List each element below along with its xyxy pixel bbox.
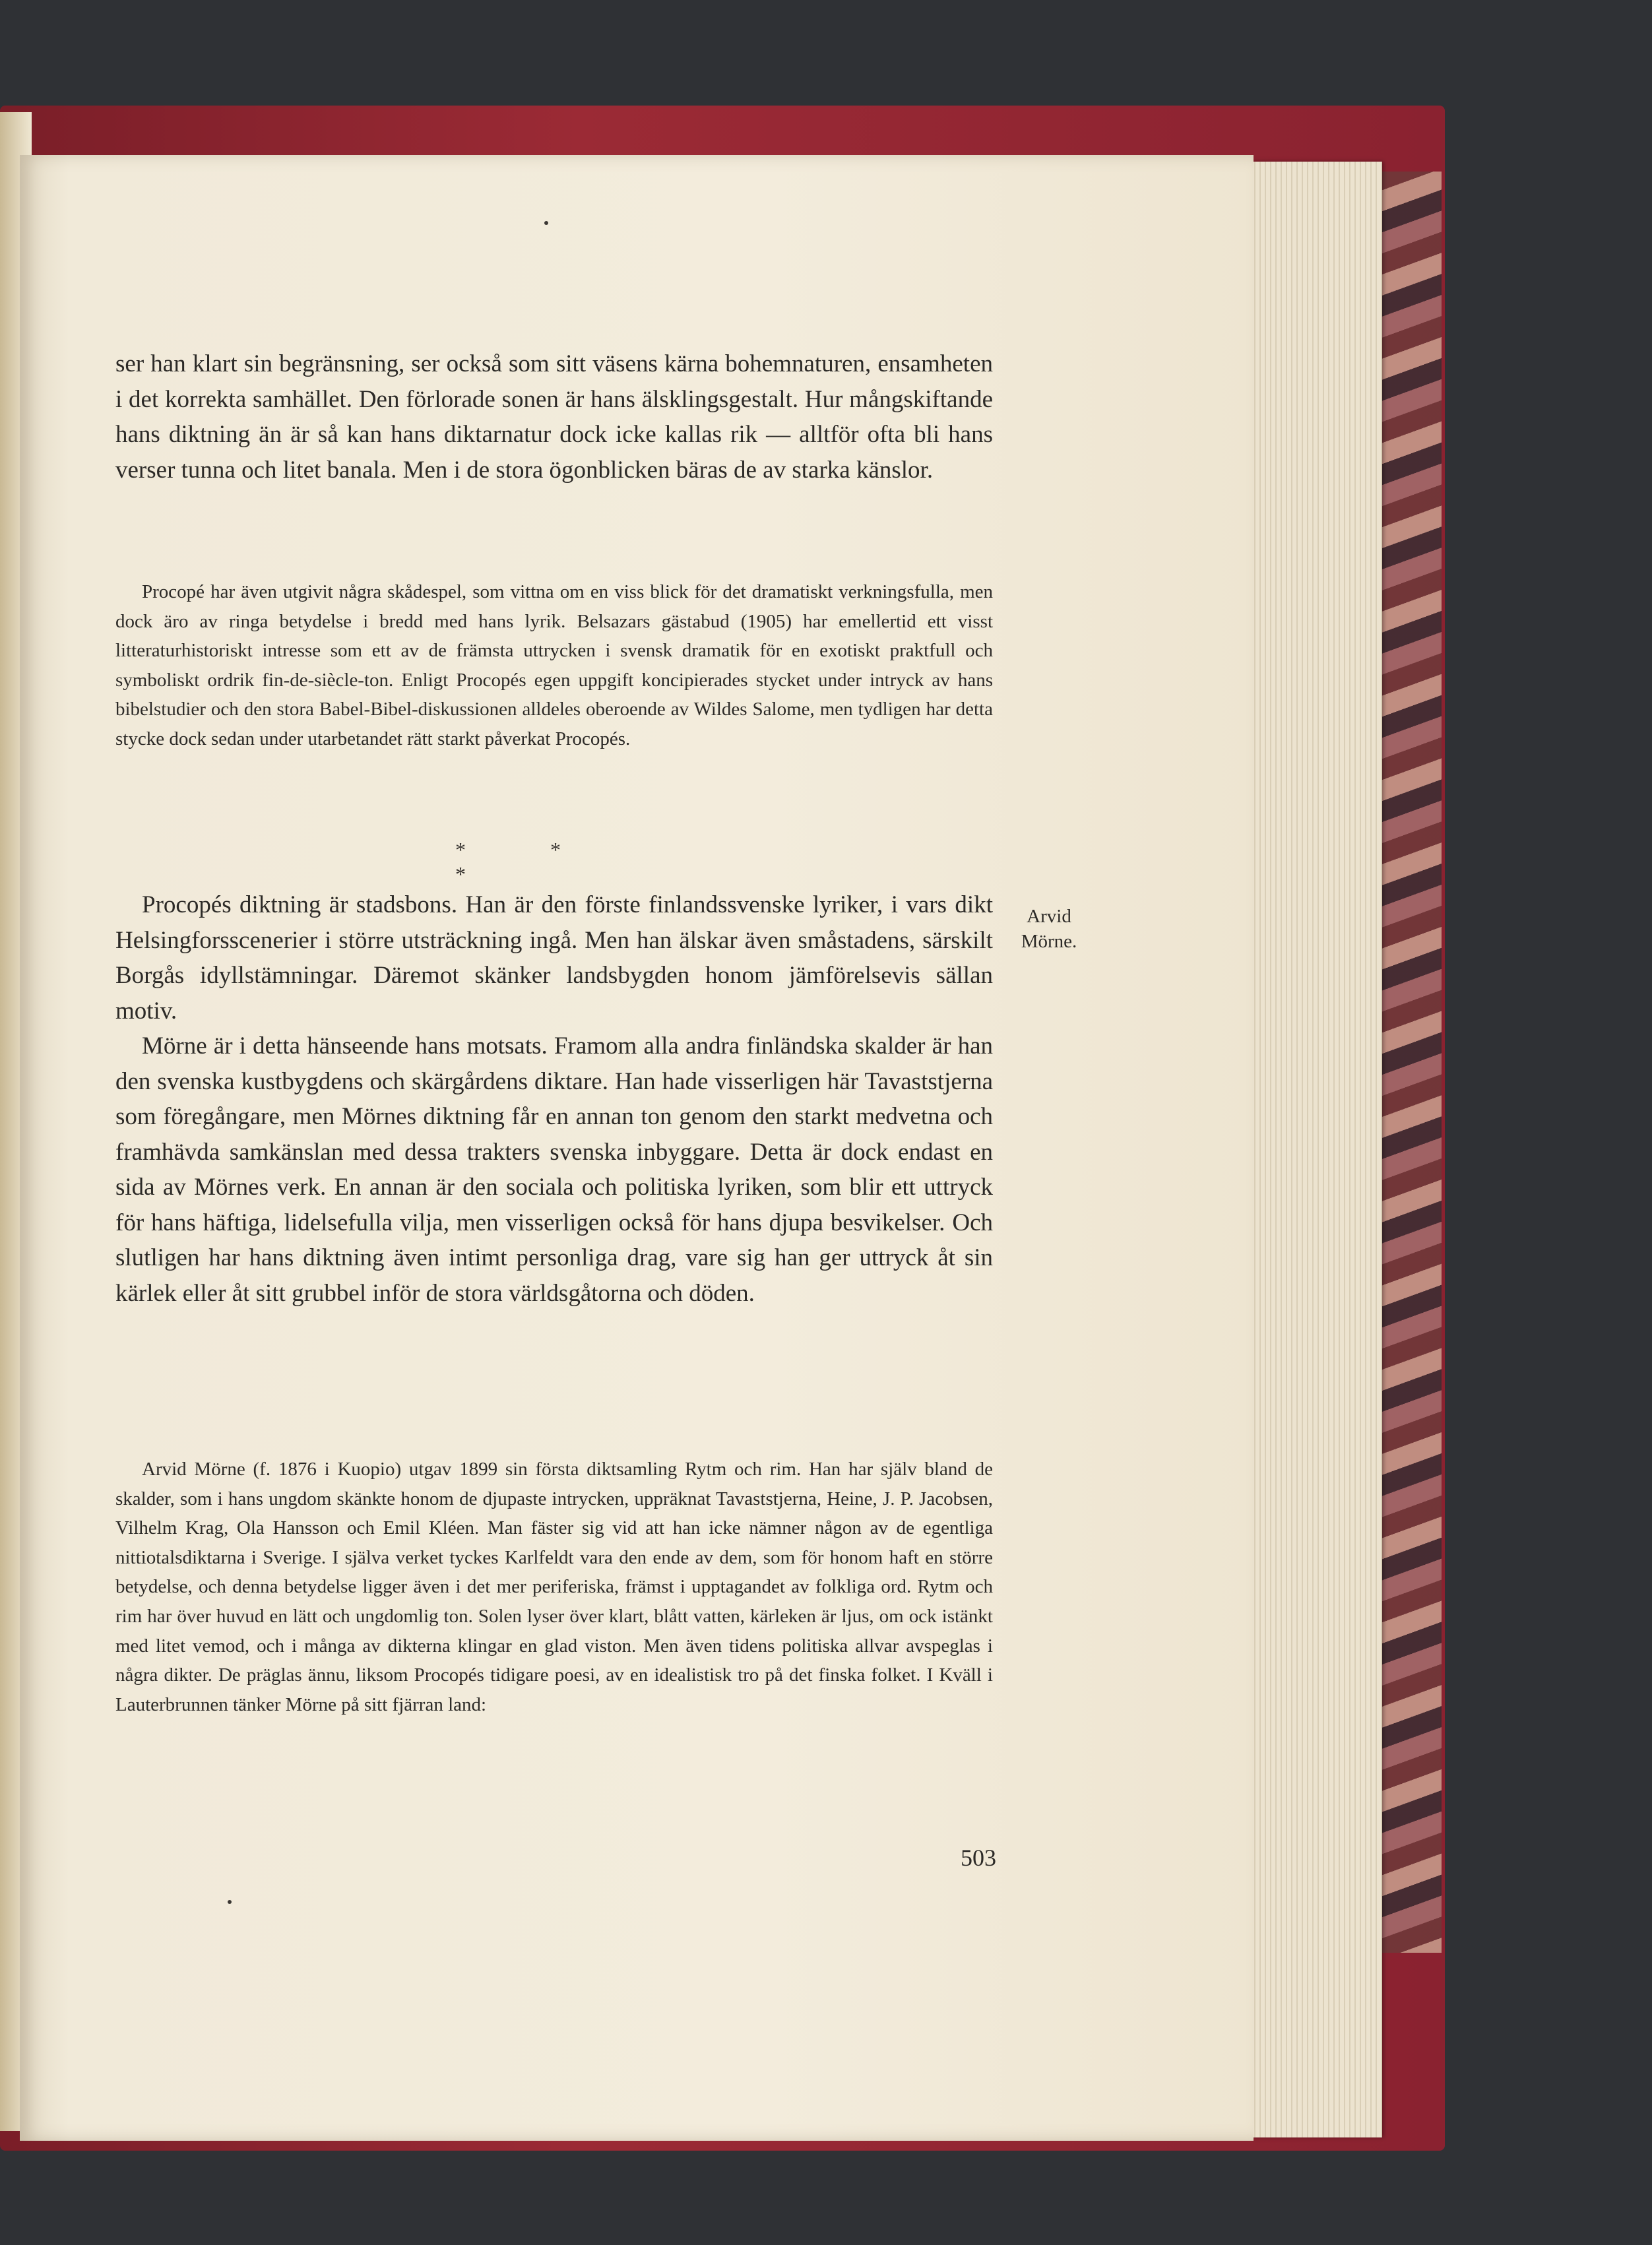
footnote-arvid-morne: Arvid Mörne (f. 1876 i Kuopio) utgav 1899 sin första diktsamling Rytm och rim. Han har själv bland de skalder, som i hans ungdom skänkte honom de djupaste intrycken, uppräknat Tavaststjerna, Heine, J. P. Jacobsen, Vilhelm Krag, Ola Hansson och Emil Kléen. Man fäster sig vid att han icke nämner någon av de egentliga nittiotalsdiktarna i Sverige. I själva verket tyckes Karlfeldt vara den ende av dem, som för honom haft en större betydelse, och denna betydelse ligger även i det mer periferiska, främst i upptagandet av folkliga ord. Rytm och rim har över huvud en lätt och ungdomlig ton. Solen lyser över klart, blått vatten, kärleken är ljus, om ock istänkt med litet vemod, och i många av dikterna klingar en glad viston. Men även tidens politiska allvar avspeglas i några dikter. De präglas ännu, liksom Procopés tidigare poesi, av en idealistisk tro på det finska folket. I Kväll i Lauterbrunnen tänker Mörne på sitt fjärran land:: [115, 1459, 993, 1715]
margin-note-line-2: Mörne.: [1021, 931, 1077, 952]
paragraph-3: Mörne är i detta hänseende hans motsats. Framom alla andra finländska skalder är han den svenska kustbygdens och skärgårdens diktare. Han hade visserligen här Tavaststjerna som föregångare, men Mörnes diktning får en annan ton genom den starkt medvetna och framhävda samkänslan med dessa trakters svenska inbyggare. Detta är dock endast en sida av Mörnes verk. En annan är den sociala och politiska lyriken, som blir ett uttryck för hans häftiga, lidelsefulla vilja, men visserligen också för hans djupa besvikelser. Och slutligen har hans diktning även intimt personliga drag, vare sig han ger uttryck åt sin kärlek eller åt sitt grubbel inför de stora världsgåtorna och döden.: [115, 1032, 993, 1307]
paragraph-2: Procopés diktning är stadsbons. Han är den förste finlandssvenske lyriker, i vars dikt Helsingforsscenerier i större utsträckning ingå. Men han älskar även småstadens, särskilt Borgås idyllstämningar. Däremot skänker landsbygden honom jämförelsevis sällan motiv.: [115, 891, 993, 1025]
paragraph-1: ser han klart sin begränsning, ser också som sitt väsens kärna bohemnaturen, ensamheten i det korrekta samhället. Den förlorade sonen är hans älsklingsgestalt. Hur mångskiftande hans diktning än är så kan hans diktarnatur dock icke kallas rik — alltför ofta bli hans verser tunna och litet banala. Men i de stora ögonblicken bäras de av starka känslor.: [115, 350, 993, 484]
page-edges: [1250, 162, 1382, 2137]
section-asterism: * * *: [455, 838, 600, 886]
book-page: [20, 155, 1254, 2141]
footnote-procope-plays: Procopé har även utgivit några skådespel, som vittna om en viss blick för det dramatiskt verkningsfulla, men dock äro av ringa betydelse i bredd med hans lyrik. Belsazars gästabud (1905) har emellertid ett visst litteraturhistoriskt intresse som ett av de främsta uttrycken i svensk dramatik för en exotiskt praktfull och symboliskt ordrik fin-de-siècle-ton. Enligt Procopés egen uppgift koncipierades stycket under intryck av hans bibelstudier och den stora Babel-Bibel-diskussionen alldeles oberoende av Wildes Salome, men tydligen har detta stycke dock sedan under utarbetandet rätt starkt påverkat Procopés.: [115, 581, 993, 749]
paper-speck: [544, 221, 548, 225]
margin-note-line-1: Arvid: [1027, 906, 1071, 927]
marbled-edge: [1376, 172, 1442, 1953]
paper-speck: [228, 1900, 232, 1904]
margin-note: [1003, 904, 1095, 954]
page-number: 503: [961, 1845, 996, 1871]
